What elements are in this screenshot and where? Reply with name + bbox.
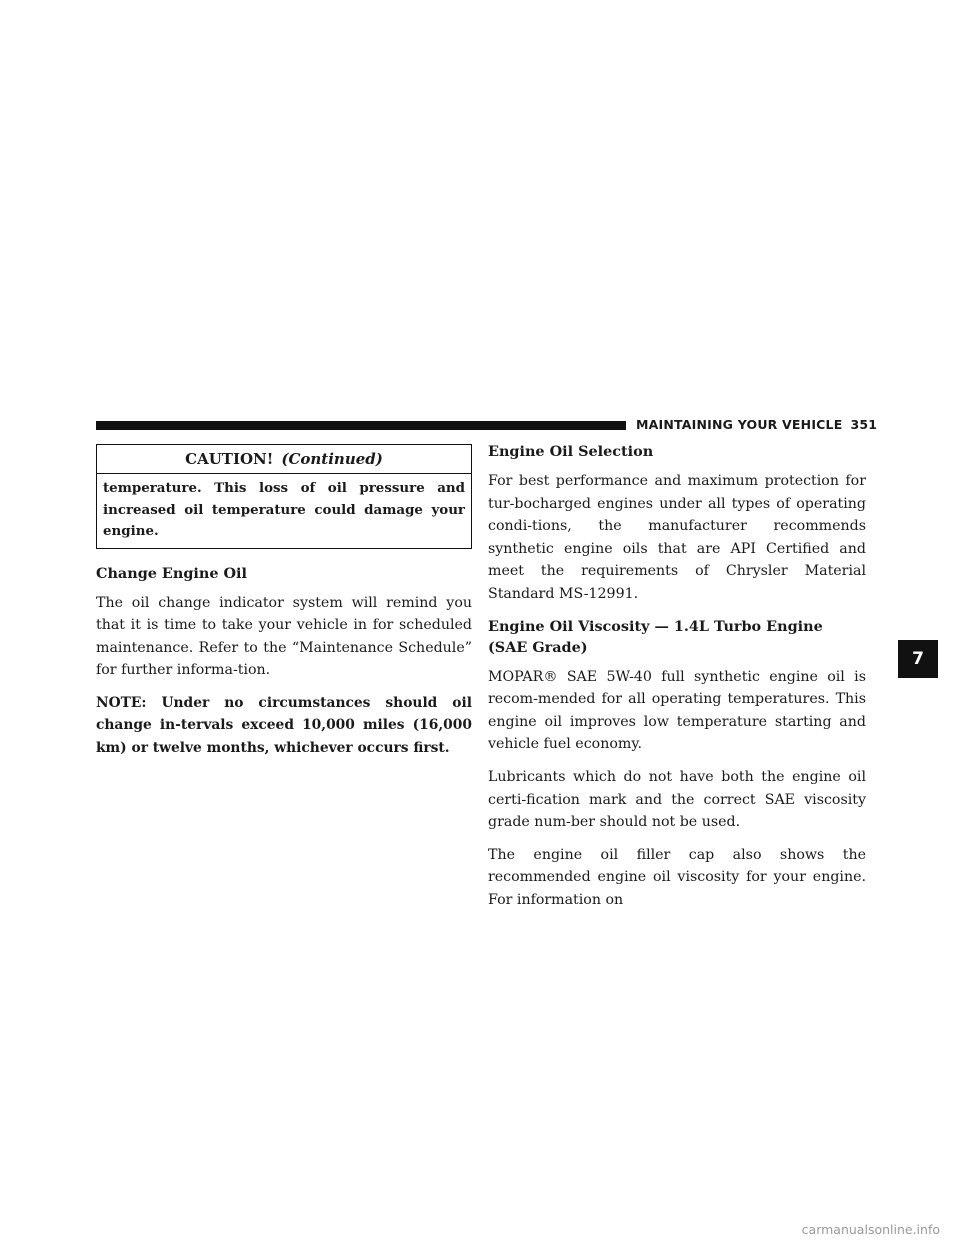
running-header: [636, 417, 876, 432]
left-column: [96, 444, 472, 770]
viscosity-paragraph-2: Lubricants which do not have both the engine oil certi-fication mark and the correct SAE viscosity grade num-ber should not be used.: [488, 768, 866, 831]
caution-continued: (Continued): [281, 450, 383, 468]
change-engine-oil-paragraph: The oil change indicator system will remind you that it is time to take your vehicle in for scheduled maintenance. Refer to the “Maintenance Schedule” for further informa-tion.: [96, 594, 472, 679]
right-column: [488, 441, 866, 922]
caution-text: temperature. This loss of oil pressure and increased oil temperature could damage your engine.: [103, 480, 465, 539]
viscosity-paragraph-3: The engine oil filler cap also shows the recommended engine oil viscosity for your engine. For information on: [488, 846, 866, 908]
viscosity-paragraph-1: MOPAR® SAE 5W-40 full synthetic engine oil is recom-mended for all operating temperatures. This engine oil improves low temperature starting and vehicle fuel economy.: [488, 668, 866, 753]
oil-change-note: NOTE: Under no circumstances should oil change in-tervals exceed 10,000 miles (16,000 km) or twelve months, whichever occurs first.: [96, 694, 472, 757]
caution-header: [97, 445, 471, 474]
engine-oil-selection-paragraph: For best performance and maximum protection for tur-bocharged engines under all types of operating condi-tions, the manufacturer recommends synthetic engine oils that are API Certified and meet the requirements of Chrysler Material Standard MS-12991.: [488, 473, 866, 602]
page-number: 351: [850, 417, 878, 432]
footer-watermark: carmanualsonline.info: [801, 1222, 940, 1237]
section-title: MAINTAINING YOUR VEHICLE: [636, 417, 843, 432]
engine-oil-viscosity-heading: Engine Oil Viscosity — 1.4L Turbo Engine (SAE Grade): [488, 617, 823, 656]
change-engine-oil-heading: Change Engine Oil: [96, 564, 247, 582]
engine-oil-selection-heading: Engine Oil Selection: [488, 443, 654, 460]
chapter-tab: 7: [898, 640, 938, 678]
caution-box: [96, 444, 472, 549]
caution-title: CAUTION!: [185, 450, 274, 468]
header-rule: [96, 421, 626, 430]
